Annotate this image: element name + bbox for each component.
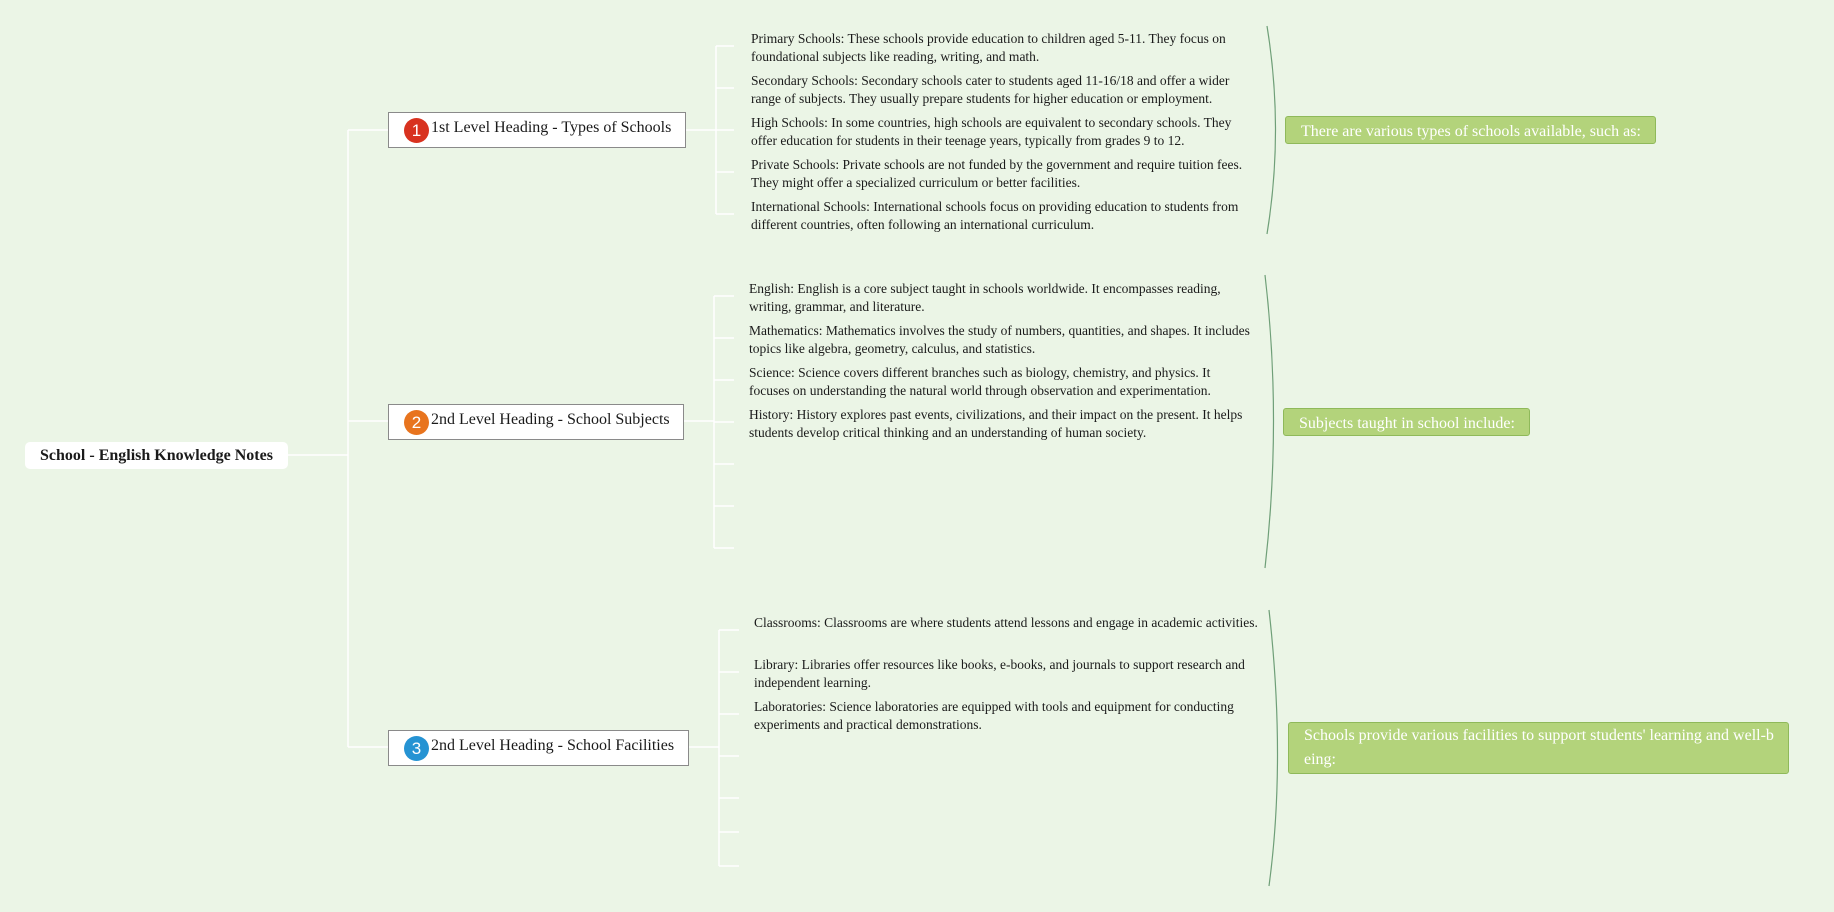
leaf-primary-schools[interactable]: Primary Schools: These schools provide education to children aged 5-11. They focus on foundational subjects like reading, writing, and math. [751,31,1226,64]
branch-label: 2nd Level Heading - School Facilities [431,737,675,754]
branch-school-facilities[interactable] [388,730,689,766]
leaf-history[interactable]: History: History explores past events, civilizations, and their impact on the present. It helps students develop critical thinking and an understanding of human society. [749,407,1243,440]
leaf-classrooms[interactable]: Classrooms: Classrooms are where students attend lessons and engage in academic activities. [754,615,1258,630]
root-topic-label: School - English Knowledge Notes [40,446,273,464]
leaf-library[interactable]: Library: Libraries offer resources like books, e-books, and journals to support research and independent learning. [754,657,1245,690]
summary-types-of-schools[interactable]: There are various types of schools available, such as: [1285,116,1656,144]
number-badge-1: 1 [404,118,429,143]
leaf-private-schools[interactable]: Private Schools: Private schools are not funded by the government and require tuition fees. They might offer a specialized curriculum or better facilities. [751,157,1243,190]
leaf-english[interactable]: English: English is a core subject taught in schools worldwide. It encompasses reading, writing, grammar, and literature. [749,281,1221,314]
root-topic[interactable] [25,442,288,469]
leaf-international-schools[interactable]: International Schools: International schools focus on providing education to students from different countries, often following an international curriculum. [751,199,1239,232]
branch-school-subjects[interactable] [388,404,684,440]
number-badge-3: 3 [404,736,429,761]
leaf-laboratories[interactable]: Laboratories: Science laboratories are equipped with tools and equipment for conducting experiments and practical demonstrations. [754,699,1234,732]
leaf-high-schools[interactable]: High Schools: In some countries, high schools are equivalent to secondary schools. They offer education for students in their teenage years, typically from grades 9 to 12. [751,115,1232,148]
branch-label: 1st Level Heading - Types of Schools [431,119,672,136]
summary-school-facilities[interactable]: Schools provide various facilities to support students' learning and well-being: [1288,722,1789,774]
number-badge-2: 2 [404,410,429,435]
leaf-secondary-schools[interactable]: Secondary Schools: Secondary schools cater to students aged 11-16/18 and offer a wider range of subjects. They usually prepare students for higher education or employment. [751,73,1230,106]
summary-school-subjects[interactable]: Subjects taught in school include: [1283,408,1530,436]
leaf-mathematics[interactable]: Mathematics: Mathematics involves the study of numbers, quantities, and shapes. It includes topics like algebra, geometry, calculus, and statistics. [749,323,1250,356]
leaf-science[interactable]: Science: Science covers different branches such as biology, chemistry, and physics. It focuses on understanding the natural world through observation and experimentation. [749,365,1211,398]
branch-types-of-schools[interactable] [388,112,686,148]
branch-label: 2nd Level Heading - School Subjects [431,411,670,428]
